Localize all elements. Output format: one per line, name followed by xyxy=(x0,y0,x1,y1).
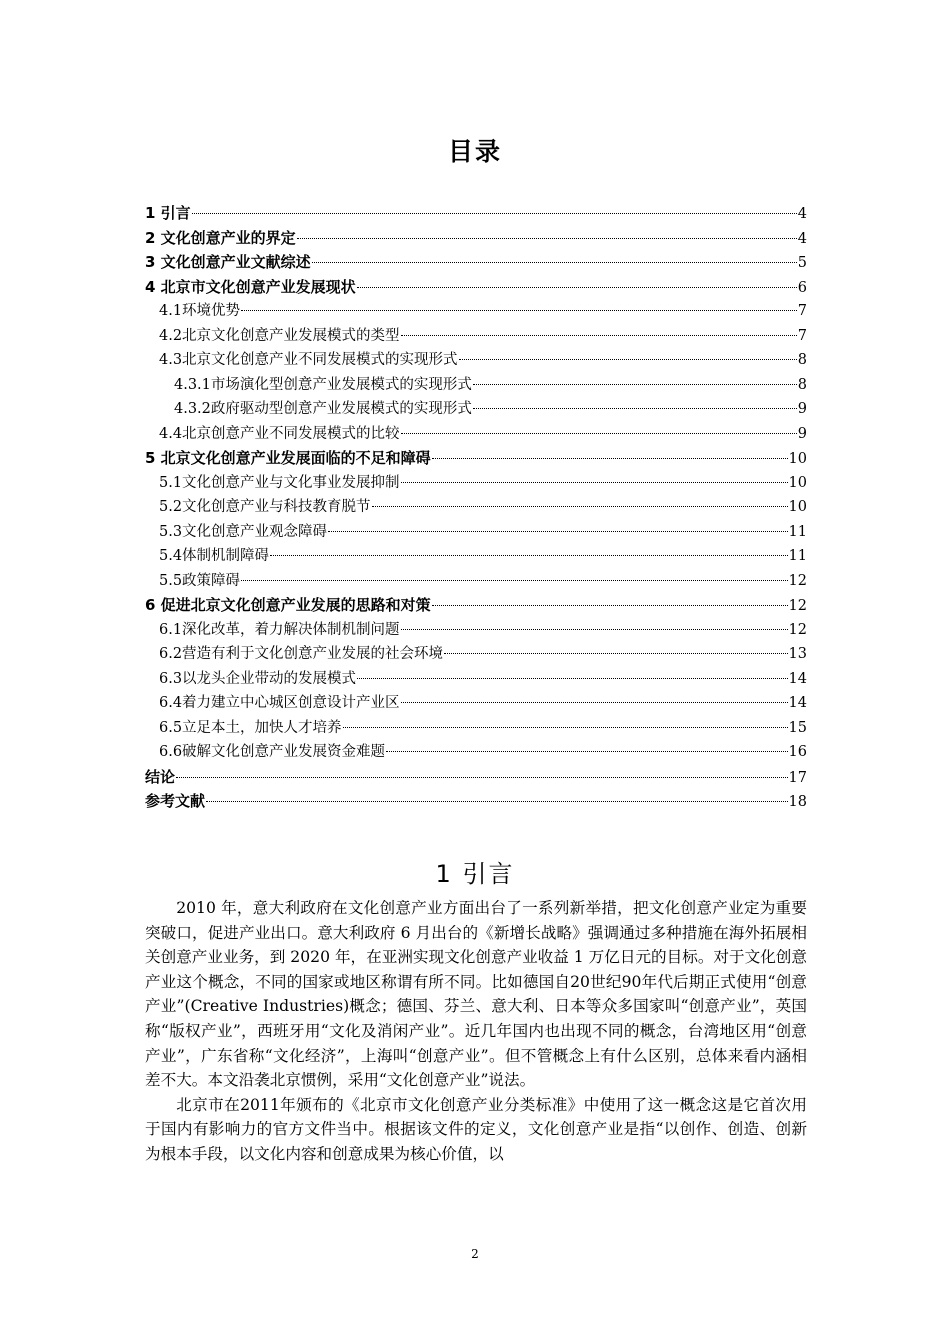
toc-entry-page: 11 xyxy=(788,523,807,540)
toc-entry[interactable] xyxy=(145,789,807,814)
toc-entry-label: 5.1文化创意产业与文化事业发展抑制 xyxy=(159,474,400,491)
toc-entry-label: 4.3.1市场演化型创意产业发展模式的实现形式 xyxy=(174,376,472,393)
toc-leader-dots xyxy=(343,726,788,728)
toc-entry-label: 4.3北京文化创意产业不同发展模式的实现形式 xyxy=(159,352,458,368)
toc-leader-dots xyxy=(372,505,788,507)
toc-entry-label: 6.5立足本土，加快人才培养 xyxy=(159,719,342,736)
toc-entry[interactable] xyxy=(145,250,807,275)
toc-entry-page: 10 xyxy=(788,474,807,491)
toc-entry-page: 17 xyxy=(788,769,807,786)
toc-entry[interactable] xyxy=(145,495,807,520)
toc-title: 目录 xyxy=(447,137,502,166)
toc-entry-page: 10 xyxy=(788,451,807,467)
toc-entry-label: 4.2北京文化创意产业发展模式的类型 xyxy=(159,327,400,344)
toc-leader-dots xyxy=(401,334,797,336)
toc-leader-dots xyxy=(432,457,788,459)
toc-entry[interactable] xyxy=(145,471,807,496)
toc-leader-dots xyxy=(459,358,797,360)
toc-entry-label: 1 引言 xyxy=(145,204,191,222)
toc-entry[interactable] xyxy=(145,691,807,716)
toc-entry-label: 3 文化创意产业文献综述 xyxy=(145,253,311,271)
toc-entry-page: 15 xyxy=(788,719,807,736)
toc-entry[interactable] xyxy=(145,716,807,741)
toc-entry-page: 12 xyxy=(788,572,807,589)
toc-entry-page: 12 xyxy=(788,598,807,614)
toc-entry-page: 7 xyxy=(797,303,807,319)
toc-entry[interactable] xyxy=(145,422,807,447)
toc-entry[interactable] xyxy=(145,740,807,765)
toc-entry-page: 14 xyxy=(788,670,807,687)
toc-leader-dots xyxy=(401,432,797,434)
toc-entry-page: 13 xyxy=(788,646,807,662)
toc-entry-page: 8 xyxy=(797,352,807,368)
toc-leader-dots xyxy=(401,628,788,630)
section-title: 1 引言 xyxy=(435,860,515,888)
toc-leader-dots xyxy=(312,261,797,263)
toc-entry-label: 6.3以龙头企业带动的发展模式 xyxy=(159,670,357,687)
toc-entry[interactable] xyxy=(145,324,807,349)
toc-entry[interactable] xyxy=(145,373,807,398)
toc-leader-dots xyxy=(270,554,787,556)
toc-leader-dots xyxy=(401,701,788,703)
toc-leader-dots xyxy=(357,677,787,679)
toc-leader-dots xyxy=(297,237,797,239)
toc-entry-label: 4.4北京创意产业不同发展模式的比较 xyxy=(159,425,400,442)
toc-entry[interactable] xyxy=(145,397,807,422)
toc-entry-page: 10 xyxy=(788,499,807,515)
toc-entry[interactable] xyxy=(145,226,807,251)
toc-entry-label: 6.2营造有利于文化创意产业发展的社会环境 xyxy=(159,646,444,662)
toc-leader-dots xyxy=(473,407,797,409)
toc-entry-label: 6 促进北京文化创意产业发展的思路和对策 xyxy=(145,596,431,614)
toc-leader-dots xyxy=(241,579,787,581)
toc-leader-dots xyxy=(357,286,797,288)
toc-entry-page: 12 xyxy=(788,621,807,638)
toc-entry-label: 5.5政策障碍 xyxy=(159,572,241,589)
toc-entry[interactable] xyxy=(145,299,807,324)
toc-leader-dots xyxy=(473,383,797,385)
toc-entry-page: 9 xyxy=(797,425,807,442)
toc-entry[interactable] xyxy=(145,520,807,545)
toc-entry-page: 6 xyxy=(797,279,807,296)
toc-entry-label: 5.3文化创意产业观念障碍 xyxy=(159,523,328,540)
toc-entry-label: 6.4着力建立中心城区创意设计产业区 xyxy=(159,695,400,711)
toc-entry-page: 5 xyxy=(797,255,807,271)
toc-entry[interactable] xyxy=(145,642,807,667)
toc-leader-dots xyxy=(386,750,787,752)
toc-entry-label: 2 文化创意产业的界定 xyxy=(145,228,296,247)
toc-entry[interactable] xyxy=(145,593,807,618)
page-number: 2 xyxy=(471,1247,479,1261)
toc-leader-dots xyxy=(192,212,797,214)
toc-entry-label: 6.1深化改革，着力解决体制机制问题 xyxy=(159,621,400,638)
toc-entry-page: 4 xyxy=(797,230,807,247)
toc-entry-page: 7 xyxy=(797,327,807,344)
toc-entry-page: 14 xyxy=(788,695,807,711)
toc-entry-page: 9 xyxy=(797,401,807,417)
toc-leader-dots xyxy=(176,776,788,778)
toc-entry[interactable] xyxy=(145,667,807,692)
toc-entry[interactable] xyxy=(145,569,807,594)
toc-entry-page: 18 xyxy=(788,794,807,810)
paragraph: 2010 年，意大利政府在文化创意产业方面出台了一系列新举措，把文化创意产业定为重要突破口，促进产业出口。意大利政府 6 月出台的《新增长战略》强调通过多种措施在海外拓展相关创意产业业务，到 2020 年，在亚洲实现文化创意产业收益 1 万亿日元的目标。对于文化创意产业这个概念，不同的国家或地区称谓有所不同。比如德国自20世纪90年代后期正式使用“创意产业”(Creative Industries)概念；德国、芬兰、意大利、日本等众多国家叫“创意产业”，英国称“版权产业”，西班牙用“文化及消闲产业”。近几年国内也出现不同的概念，台湾地区用“创意产业”，广东省称“文化经济”，上海叫“创意产业”。但不管概念上有什么区别，总体来看内涵相差不大。本文沿袭北京惯例，采用“文化创意产业”说法。 xyxy=(145,899,807,1090)
toc-entry-label: 5.4体制机制障碍 xyxy=(159,548,270,564)
toc-entry-label: 4.3.2政府驱动型创意产业发展模式的实现形式 xyxy=(174,401,472,417)
toc-entry[interactable] xyxy=(145,446,807,471)
table-of-contents xyxy=(145,201,807,814)
toc-entry[interactable] xyxy=(145,765,807,790)
toc-leader-dots xyxy=(401,481,788,483)
toc-entry[interactable] xyxy=(145,275,807,300)
toc-entry-page: 16 xyxy=(788,744,807,760)
toc-entry-label: 参考文献 xyxy=(145,792,206,810)
toc-entry-label: 5 北京文化创意产业发展面临的不足和障碍 xyxy=(145,449,431,467)
toc-entry-label: 4.1环境优势 xyxy=(159,303,241,319)
toc-leader-dots xyxy=(241,309,797,311)
toc-entry-label: 6.6破解文化创意产业发展资金难题 xyxy=(159,744,386,760)
toc-leader-dots xyxy=(206,800,788,802)
toc-entry-page: 11 xyxy=(788,548,807,564)
paragraph: 北京市在2011年颁布的《北京市文化创意产业分类标准》中使用了这一概念这是它首次用于国内有影响力的官方文件当中。根据该文件的定义，文化创意产业是指“以创作、创造、创新为根本手段，以文化内容和创意成果为核心价值，以 xyxy=(145,1095,807,1163)
body-text xyxy=(145,896,807,1167)
toc-entry-page: 8 xyxy=(797,376,807,393)
toc-entry[interactable] xyxy=(145,201,807,226)
toc-entry-page: 4 xyxy=(797,206,807,222)
toc-entry[interactable] xyxy=(145,618,807,643)
toc-entry-label: 5.2文化创意产业与科技教育脱节 xyxy=(159,499,371,515)
toc-entry-label: 4 北京市文化创意产业发展现状 xyxy=(145,277,356,296)
toc-entry-label: 结论 xyxy=(145,767,176,786)
toc-leader-dots xyxy=(444,652,787,654)
toc-leader-dots xyxy=(328,530,787,532)
toc-leader-dots xyxy=(432,604,788,606)
toc-entry[interactable] xyxy=(145,348,807,373)
toc-entry[interactable] xyxy=(145,544,807,569)
